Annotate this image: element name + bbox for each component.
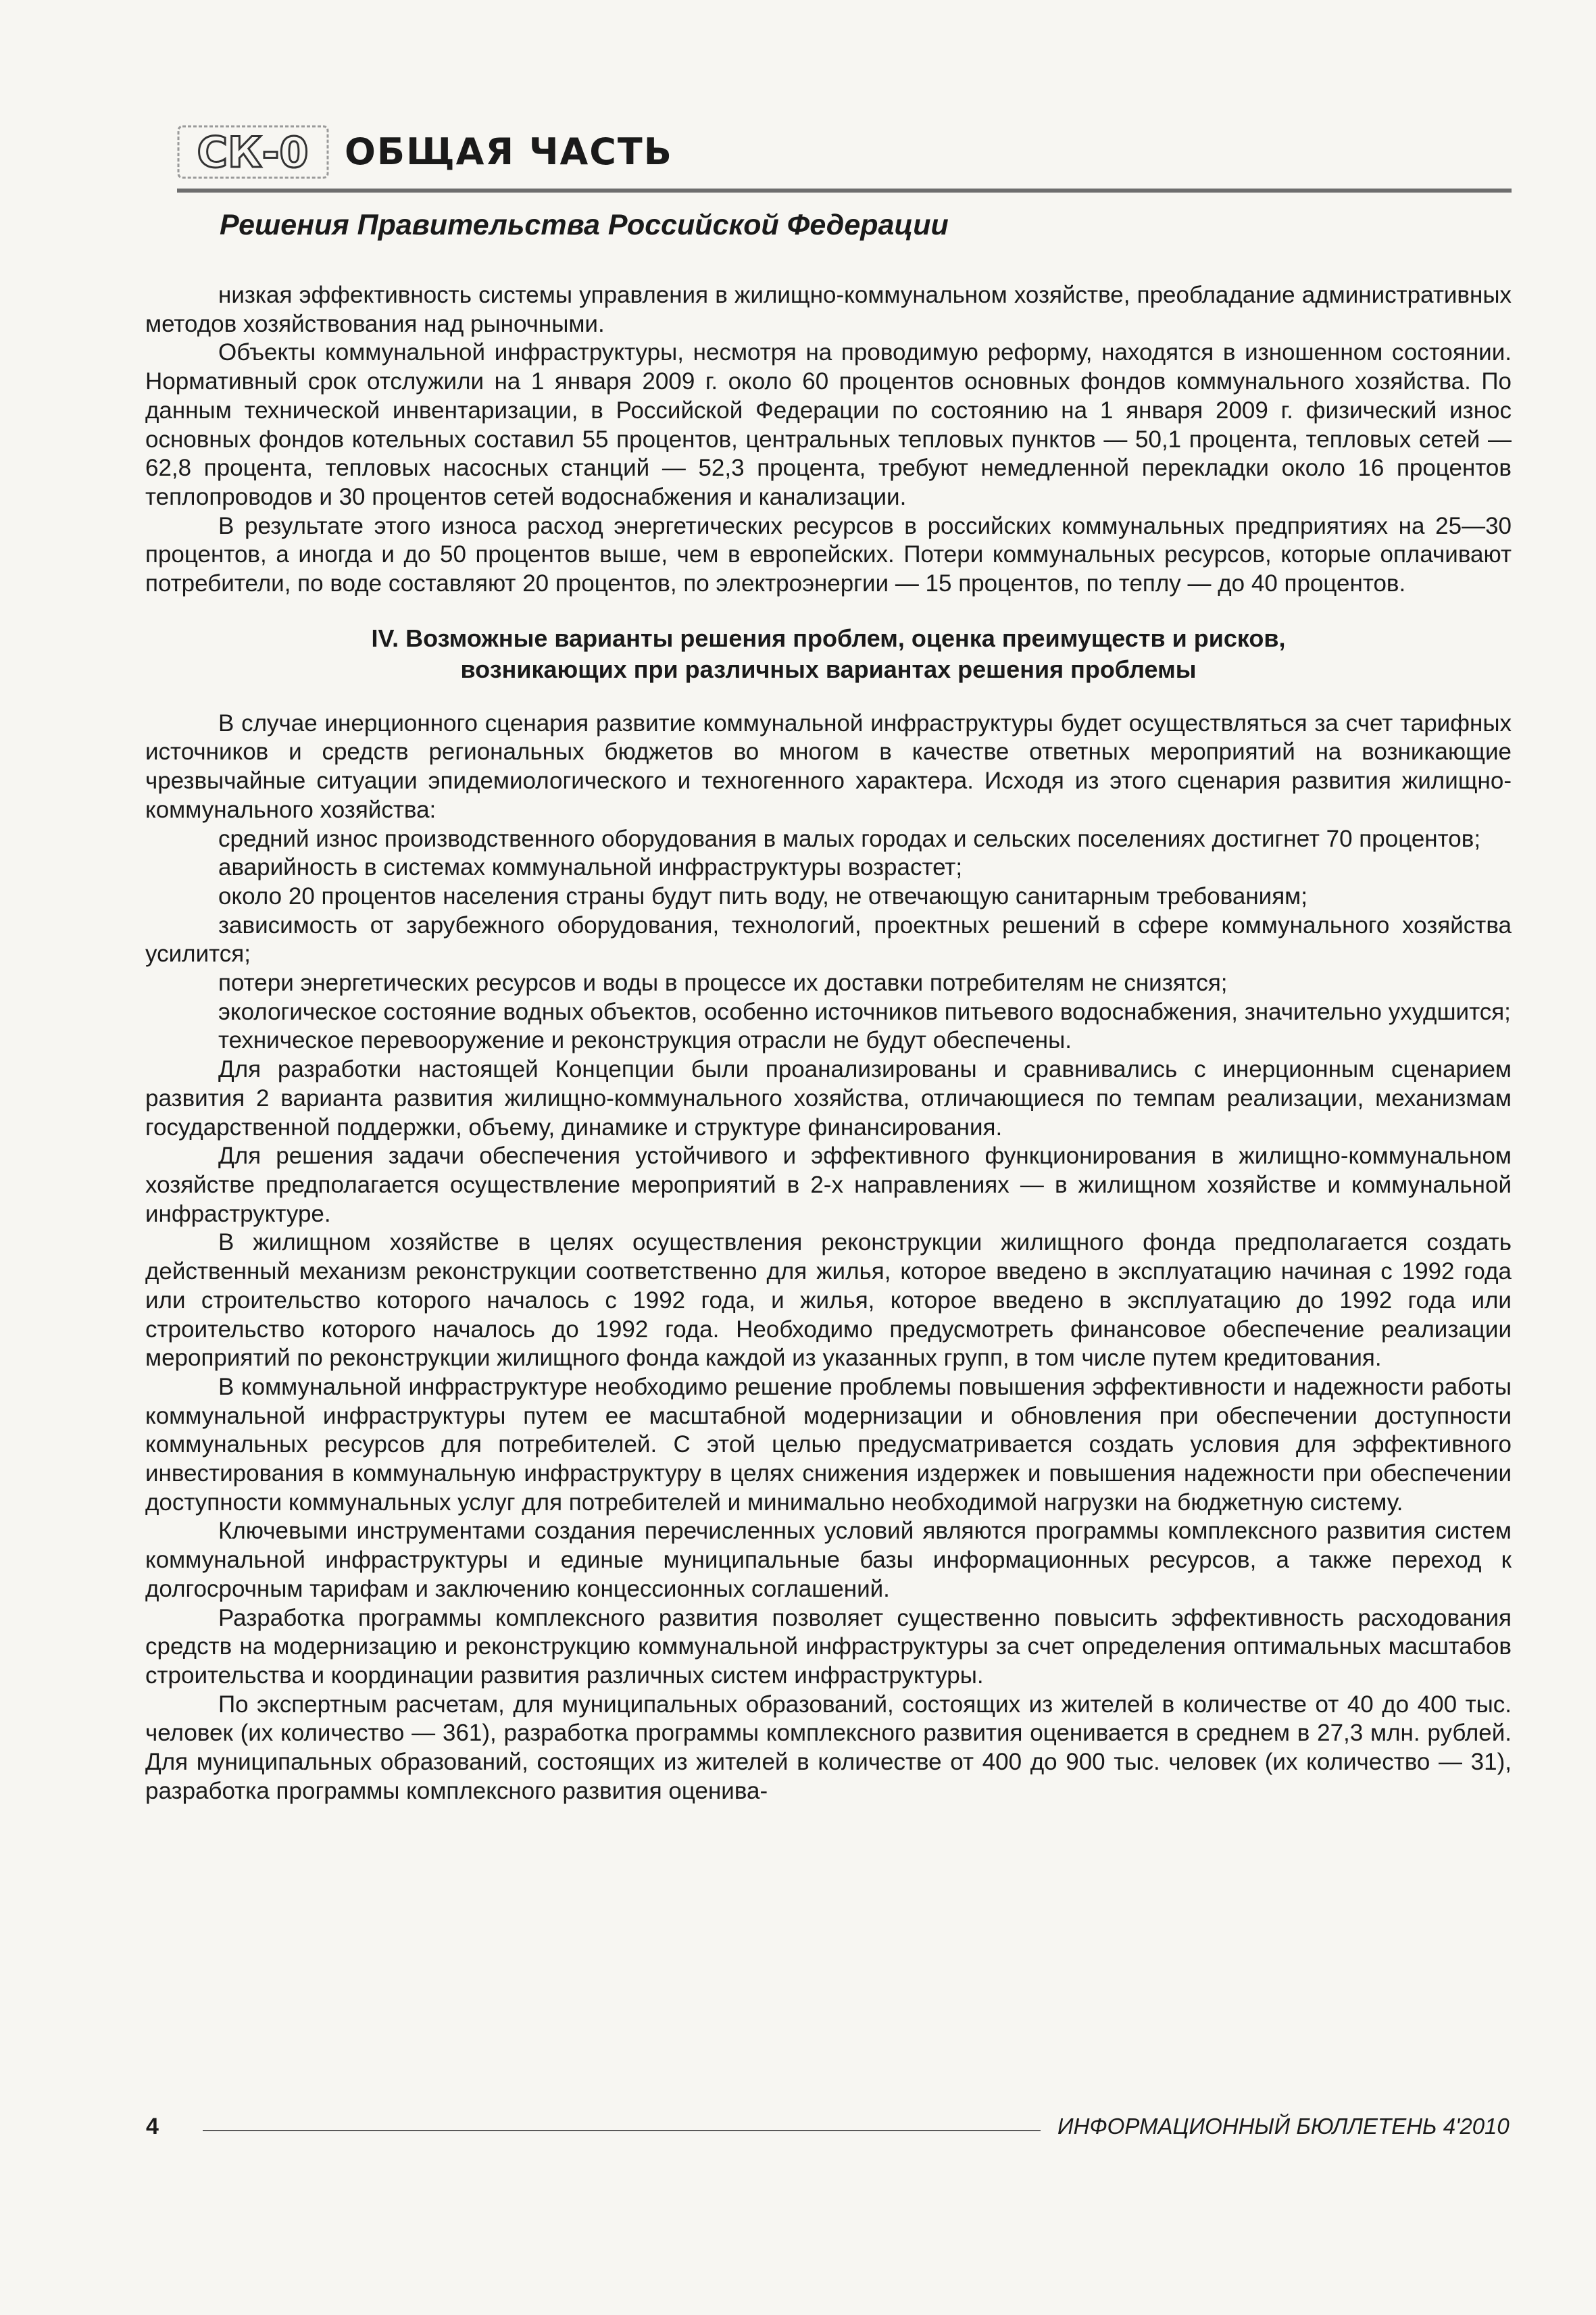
paragraph: Для разработки настоящей Концепции были проанализированы и сравнивались с инерционным сценарием развития 2 варианта развития жилищно-коммунального хозяйства, отличающиеся по темпам реализации, механизмам государственной поддержки, объему, динамике и структуре финансирования. bbox=[145, 1056, 1512, 1141]
list-item: потери энергетических ресурсов и воды в процессе их доставки потребителям не снизятся; bbox=[218, 970, 1228, 997]
paragraph: По экспертным расчетам, для муниципальных образований, состоящих из жителей в количестве от 40 до 400 тыс. человек (их количество — 361), разработка программы комплексного развития оценивается в среднем в 27,3 млн. рублей. Для муниципальных образований, состоящих из жителей в количестве от 400 до 900 тыс. человек (их количество — 31), разработка программы комплексного развития оценива- bbox=[145, 1691, 1512, 1804]
paragraph: Объекты коммунальной инфраструктуры, несмотря на проводимую реформу, находятся в изношенном состоянии. Нормативный срок отслужили на 1 января 2009 г. около 60 процентов основных фондов коммунального хозяйства. По данным технической инвентаризации, в Российской Федерации по состоянию на 1 января 2009 г. физический износ основных фондов котельных составил 55 процентов, центральных тепловых пунктов — 50,1 процента, тепловых сетей — 62,8 процента, тепловых насосных станций — 52,3 процента, требуют немедленной перекладки около 16 процентов теплопроводов и 30 процентов сетей водоснабжения и канализации. bbox=[145, 339, 1512, 510]
chapter-heading bbox=[145, 623, 1512, 685]
publication-title: ИНФОРМАЦИОННЫЙ БЮЛЛЕТЕНЬ 4'2010 bbox=[1057, 2114, 1510, 2139]
section-subtitle: Решения Правительства Российской Федерации bbox=[220, 209, 949, 241]
logo-text: СК-0 bbox=[197, 128, 309, 177]
page-number: 4 bbox=[146, 2114, 159, 2139]
paragraph: Для решения задачи обеспечения устойчивого и эффективного функционирования в жилищно-коммунальном хозяйстве предполагается осуществление мероприятий в 2-х направлениях — в жилищном хозяйстве и коммунальной инфраструктуре. bbox=[145, 1143, 1512, 1227]
heading-line: возникающих при различных вариантах решения проблемы bbox=[460, 655, 1197, 683]
paragraph: низкая эффективность системы управления в жилищно-коммунальном хозяйстве, преобладание административных методов хозяйствования над рыночными. bbox=[145, 282, 1512, 337]
list-item: техническое перевооружение и реконструкция отрасли не будут обеспечены. bbox=[218, 1027, 1072, 1054]
heading-line: IV. Возможные варианты решения проблем, оценка преимуществ и рисков, bbox=[371, 624, 1286, 652]
paragraph: В случае инерционного сценария развитие коммунальной инфраструктуры будет осуществляться за счет тарифных источников и средств региональных бюджетов во многом в качестве ответных мероприятий на возникающие чрезвычайные ситуации эпидемиологического и техногенного характера. Исходя из этого сценария развития жилищно-коммунального хозяйства: bbox=[145, 710, 1512, 823]
list-item: аварийность в системах коммунальной инфраструктуры возрастет; bbox=[218, 854, 963, 881]
article-body bbox=[145, 281, 1512, 1806]
list-item: экологическое состояние водных объектов, особенно источников питьевого водоснабжения, значительно ухудшится; bbox=[218, 998, 1511, 1025]
paragraph: В жилищном хозяйстве в целях осуществления реконструкции жилищного фонда предполагается создать действенный механизм реконструкции соответственно для жилья, которое введено в эксплуатацию начиная с 1992 года или строительство которого началось с 1992 года, и жилья, которое введено в эксплуатацию до 1992 года или строительство которого началось до 1992 года. Необходимо предусмотреть финансовое обеспечение реализации мероприятий по реконструкции жилищного фонда каждой из указанных групп, в том числе путем кредитования. bbox=[145, 1229, 1512, 1372]
paragraph: Разработка программы комплексного развития позволяет существенно повысить эффективность расходования средств на модернизацию и реконструкцию коммунальной инфраструктуры за счет определения оптимальных масштабов строительства и координации развития различных систем инфраструктуры. bbox=[145, 1604, 1512, 1689]
paragraph: В коммунальной инфраструктуре необходимо решение проблемы повышения эффективности и надежности работы коммунальной инфраструктуры путем ее масштабной модернизации и обновления при обеспечении доступности коммунальных ресурсов для потребителей. С этой целью предусматривается создать условия для эффективного инвестирования в коммунальную инфраструктуру в целях снижения издержек и повышения надежности при обеспечении доступности коммунальных услуг для потребителей и минимально необходимой нагрузки на бюджетную систему. bbox=[145, 1373, 1512, 1516]
list-item: средний износ производственного оборудования в малых городах и сельских поселениях достигнет 70 процентов; bbox=[218, 825, 1481, 852]
footer-divider bbox=[203, 2130, 1041, 2131]
list-item: около 20 процентов населения страны будут пить воду, не отвечающую санитарным требованиям; bbox=[218, 882, 1307, 910]
paragraph: Ключевыми инструментами создания перечисленных условий являются программы комплексного развития систем коммунальной инфраструктуры и единые муниципальные базы информационных ресурсов, а также переход к долгосрочным тарифам и заключению концессионных соглашений. bbox=[145, 1518, 1512, 1602]
sk-0-logo-icon bbox=[177, 124, 329, 180]
list-item: зависимость от зарубежного оборудования, технологий, проектных решений в сфере коммунального хозяйства усилится; bbox=[145, 912, 1512, 968]
section-title: ОБЩАЯ ЧАСТЬ bbox=[345, 130, 673, 173]
paragraph: В результате этого износа расход энергетических ресурсов в российских коммунальных предприятиях на 25—30 процентов, а иногда и до 50 процентов выше, чем в европейских. Потери коммунальных ресурсов, которые оплачивают потребители, по воде составляют 20 процентов, по электроэнергии — 15 процентов, по теплу — до 40 процентов. bbox=[145, 512, 1512, 597]
header-divider bbox=[177, 189, 1512, 193]
